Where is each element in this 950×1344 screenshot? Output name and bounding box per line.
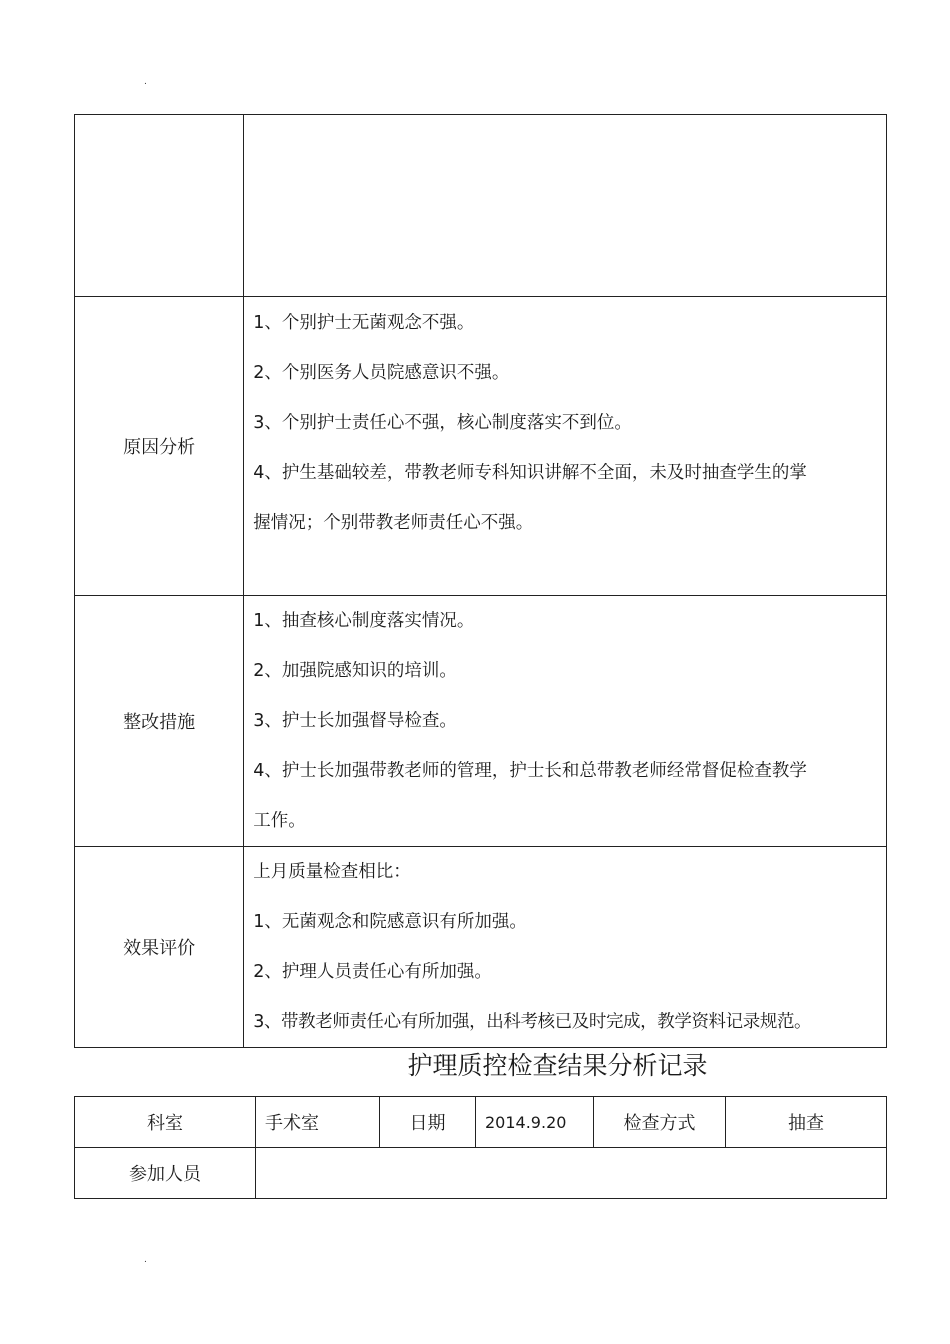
row-label (75, 115, 244, 297)
table-row (75, 596, 887, 847)
list-item: 3、个别护士责任心不强，核心制度落实不到位。 (253, 413, 632, 433)
row-label-cause-analysis: 原因分析 (75, 297, 244, 596)
list-item: 4、护士长加强带教老师的管理，护士长和总带教老师经常督促检查教学 (253, 761, 807, 781)
footer-mark: . (144, 1255, 147, 1265)
table-row (75, 847, 887, 1048)
list-item: 2、加强院感知识的培训。 (253, 661, 457, 681)
document-title: 护理质控检查结果分析记录 (407, 1051, 708, 1080)
row-content-corrective-measures (244, 596, 887, 847)
list-item: 2、护理人员责任心有所加强。 (253, 962, 492, 982)
row-content-cause-analysis (244, 297, 887, 596)
table-row (75, 1148, 887, 1199)
row-label-corrective-measures: 整改措施 (75, 596, 244, 847)
row-label-effect-evaluation: 效果评价 (75, 847, 244, 1048)
table-row (75, 115, 887, 297)
date-value: 2014.9.20 (476, 1097, 594, 1148)
list-item: 握情况；个别带教老师责任心不强。 (253, 513, 534, 533)
table-row (75, 297, 887, 596)
list-item: 1、抽查核心制度落实情况。 (253, 611, 475, 631)
header-mark: . (144, 77, 147, 87)
participants-value (256, 1148, 887, 1199)
list-item: 2、个别医务人员院感意识不强。 (253, 363, 510, 383)
list-item: 上月质量检查相比： (253, 862, 411, 882)
row-content-effect-evaluation (244, 847, 887, 1048)
dept-value: 手术室 (256, 1097, 380, 1148)
list-item: 1、个别护士无菌观念不强。 (253, 313, 475, 333)
date-label: 日期 (380, 1097, 476, 1148)
list-item: 工作。 (253, 811, 306, 831)
list-item: 1、无菌观念和院感意识有所加强。 (253, 912, 527, 932)
row-content (244, 115, 887, 297)
list-item: 4、护生基础较差，带教老师专科知识讲解不全面，未及时抽查学生的掌 (253, 463, 807, 483)
info-table (74, 1096, 887, 1199)
participants-label: 参加人员 (75, 1148, 256, 1199)
method-label: 检查方式 (594, 1097, 726, 1148)
analysis-table (74, 114, 887, 1048)
list-item: 3、护士长加强督导检查。 (253, 711, 457, 731)
list-item: 3、带教老师责任心有所加强，出科考核已及时完成，教学资料记录规范。 (253, 1012, 812, 1032)
dept-label: 科室 (75, 1097, 256, 1148)
method-value: 抽查 (726, 1097, 887, 1148)
table-row (75, 1097, 887, 1148)
